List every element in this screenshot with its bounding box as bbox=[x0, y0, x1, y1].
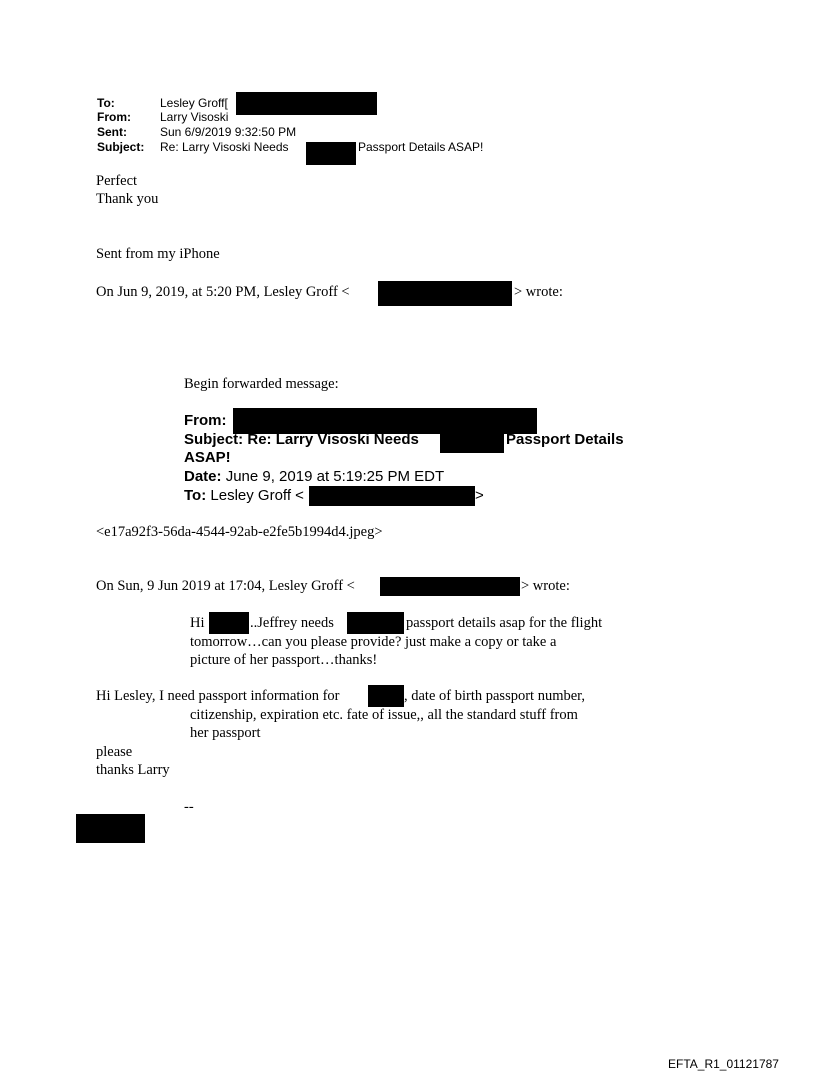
redaction-box bbox=[76, 814, 145, 843]
older-intro-part2: > wrote: bbox=[521, 578, 570, 594]
subject-value-part1: Re: Larry Visoski Needs bbox=[160, 140, 289, 154]
reply-line: Thank you bbox=[96, 191, 159, 207]
forward-to: To: Lesley Groff < bbox=[184, 487, 304, 504]
older-msg-part2: passport details asap for the flight bbox=[406, 615, 603, 631]
original-line1-part1: Hi Lesley, I need passport information for bbox=[96, 688, 340, 704]
redaction-box bbox=[306, 142, 356, 165]
older-msg-part1: ..Jeffrey needs bbox=[250, 615, 334, 631]
subject-label: Subject: bbox=[97, 140, 145, 154]
to-label: To: bbox=[97, 96, 115, 110]
older-msg-line2: tomorrow…can you please provide? just make a copy or take a bbox=[190, 634, 557, 650]
sent-value: Sun 6/9/2019 9:32:50 PM bbox=[160, 125, 297, 139]
original-line3: her passport bbox=[190, 725, 261, 741]
forward-intro: Begin forwarded message: bbox=[184, 376, 339, 392]
original-line5: thanks Larry bbox=[96, 762, 170, 778]
mobile-signature: Sent from my iPhone bbox=[96, 246, 220, 262]
original-line1-part2: , date of birth passport number, bbox=[404, 688, 586, 704]
signature-separator: -- bbox=[184, 799, 194, 815]
sent-label: Sent: bbox=[97, 125, 127, 139]
to-value: Lesley Groff[ bbox=[160, 96, 228, 110]
redaction-box bbox=[209, 612, 249, 634]
redaction-box bbox=[440, 431, 504, 453]
redaction-box bbox=[380, 577, 520, 596]
from-value: Larry Visoski bbox=[160, 110, 229, 124]
original-line4: please bbox=[96, 744, 133, 760]
redaction-box bbox=[378, 281, 512, 306]
quote-intro-part1: On Jun 9, 2019, at 5:20 PM, Lesley Groff < bbox=[96, 284, 350, 300]
redaction-box bbox=[368, 685, 404, 707]
original-line2: citizenship, expiration etc. fate of issue,, all the standard stuff from bbox=[190, 707, 578, 723]
document-id: EFTA_R1_01121787 bbox=[668, 1057, 779, 1071]
forward-subject-part2: Passport Details bbox=[506, 431, 624, 448]
forward-date: Date: June 9, 2019 at 5:19:25 PM EDT bbox=[184, 468, 445, 485]
redaction-box bbox=[236, 92, 377, 115]
older-msg-line3: picture of her passport…thanks! bbox=[190, 652, 378, 668]
older-hi: Hi bbox=[190, 615, 205, 631]
forward-subject-part3: ASAP! bbox=[184, 449, 231, 466]
attachment-filename[interactable]: <e17a92f3-56da-4544-92ab-e2fe5b1994d4.jpeg> bbox=[96, 524, 383, 540]
older-intro-part1: On Sun, 9 Jun 2019 at 17:04, Lesley Groff < bbox=[96, 578, 355, 594]
from-label: From: bbox=[97, 110, 131, 124]
forward-subject-part1: Subject: Re: Larry Visoski Needs bbox=[184, 431, 419, 448]
subject-value-part2: Passport Details ASAP! bbox=[358, 140, 484, 154]
forward-to-close: > bbox=[475, 487, 484, 504]
redaction-box bbox=[309, 486, 475, 506]
forward-from-label: From: bbox=[184, 412, 227, 429]
quote-intro-part2: > wrote: bbox=[514, 284, 563, 300]
reply-line: Perfect bbox=[96, 173, 138, 189]
redaction-box bbox=[347, 612, 404, 634]
